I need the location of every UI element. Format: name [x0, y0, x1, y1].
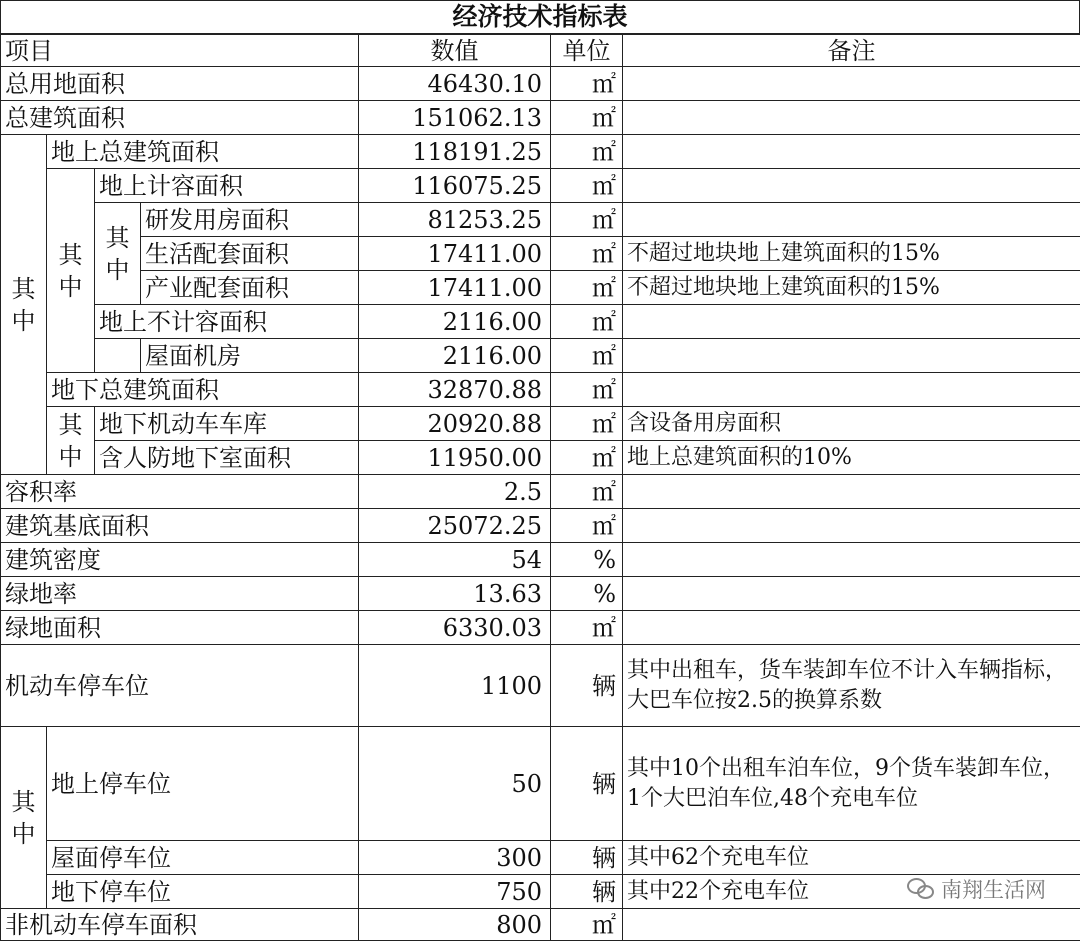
table-row	[1, 271, 1080, 305]
empty-cell	[95, 339, 141, 373]
table-row	[1, 101, 1080, 135]
row-note	[623, 543, 1080, 577]
table-row	[1, 203, 1080, 237]
row-label: 建筑基底面积	[1, 509, 359, 543]
row-value: 54	[359, 543, 551, 577]
row-value: 17411.00	[359, 237, 551, 271]
table-row	[1, 841, 1080, 875]
row-unit: 辆	[551, 841, 623, 875]
watermark	[907, 874, 1046, 904]
watermark-text: 南翔生活网	[941, 874, 1046, 904]
row-value: 50	[359, 727, 551, 841]
row-note	[623, 203, 1080, 237]
row-value: 118191.25	[359, 135, 551, 169]
table-row	[1, 305, 1080, 339]
table-row	[1, 373, 1080, 407]
row-note: 其中22个充电车位	[623, 875, 1080, 909]
row-label: 地上计容面积	[95, 169, 359, 203]
table-row	[1, 135, 1080, 169]
row-unit: ㎡	[551, 67, 623, 101]
row-label: 屋面停车位	[47, 841, 359, 875]
row-note: 其中62个充电车位	[623, 841, 1080, 875]
row-unit: ㎡	[551, 339, 623, 373]
table-row	[1, 441, 1080, 475]
row-note	[623, 611, 1080, 645]
row-label: 地上不计容面积	[95, 305, 359, 339]
row-unit: ㎡	[551, 509, 623, 543]
table-row	[1, 645, 1080, 727]
row-value: 32870.88	[359, 373, 551, 407]
row-note: 不超过地块地上建筑面积的15%	[623, 237, 1080, 271]
row-unit: ㎡	[551, 611, 623, 645]
row-unit: ㎡	[551, 407, 623, 441]
row-value: 25072.25	[359, 509, 551, 543]
row-label: 建筑密度	[1, 543, 359, 577]
row-value: 20920.88	[359, 407, 551, 441]
row-unit: ㎡	[551, 373, 623, 407]
row-value: 46430.10	[359, 67, 551, 101]
row-label: 总建筑面积	[1, 101, 359, 135]
row-note	[623, 475, 1080, 509]
row-value: 2116.00	[359, 339, 551, 373]
header-note: 备注	[623, 35, 1080, 67]
table-row	[1, 339, 1080, 373]
row-unit: 辆	[551, 645, 623, 727]
row-unit: 辆	[551, 727, 623, 841]
table-row	[1, 475, 1080, 509]
row-unit: 辆	[551, 875, 623, 909]
row-value: 6330.03	[359, 611, 551, 645]
row-label: 总用地面积	[1, 67, 359, 101]
row-label: 绿地面积	[1, 611, 359, 645]
row-note	[623, 373, 1080, 407]
row-label: 地上总建筑面积	[47, 135, 359, 169]
row-label: 绿地率	[1, 577, 359, 611]
table-row	[1, 909, 1080, 941]
row-value: 116075.25	[359, 169, 551, 203]
row-unit: ㎡	[551, 441, 623, 475]
row-label: 研发用房面积	[141, 203, 359, 237]
row-unit: ㎡	[551, 203, 623, 237]
row-note: 其中出租车，货车装卸车位不计入车辆指标，大巴车位按2.5的换算系数	[623, 645, 1080, 727]
table-row	[1, 543, 1080, 577]
table-row	[1, 509, 1080, 543]
row-note: 地上总建筑面积的10%	[623, 441, 1080, 475]
table-row	[1, 237, 1080, 271]
row-value: 2116.00	[359, 305, 551, 339]
row-unit: ㎡	[551, 271, 623, 305]
row-note	[623, 909, 1080, 941]
row-label: 地下停车位	[47, 875, 359, 909]
row-label: 地下总建筑面积	[47, 373, 359, 407]
group-label-qizhong: 其中	[47, 407, 95, 475]
row-value: 750	[359, 875, 551, 909]
row-unit: ㎡	[551, 101, 623, 135]
row-note: 不超过地块地上建筑面积的15%	[623, 271, 1080, 305]
row-label: 地上停车位	[47, 727, 359, 841]
table-row	[1, 577, 1080, 611]
row-label: 地下机动车车库	[95, 407, 359, 441]
economic-indicators-table	[0, 34, 1080, 941]
row-value: 1100	[359, 645, 551, 727]
table-title: 经济技术指标表	[0, 0, 1080, 34]
row-note	[623, 135, 1080, 169]
row-note	[623, 67, 1080, 101]
row-value: 17411.00	[359, 271, 551, 305]
group-label-qizhong: 其中	[95, 203, 141, 305]
row-label: 生活配套面积	[141, 237, 359, 271]
row-note	[623, 509, 1080, 543]
row-note: 其中10个出租车泊车位，9个货车装卸车位，1个大巴泊车位,48个充电车位	[623, 727, 1080, 841]
row-unit: ㎡	[551, 909, 623, 941]
row-unit: ㎡	[551, 475, 623, 509]
row-value: 81253.25	[359, 203, 551, 237]
table-row	[1, 169, 1080, 203]
table-row	[1, 407, 1080, 441]
wechat-icon	[907, 878, 935, 900]
row-label: 非机动车停车面积	[1, 909, 359, 941]
row-value: 2.5	[359, 475, 551, 509]
table-row	[1, 727, 1080, 841]
row-label: 含人防地下室面积	[95, 441, 359, 475]
row-note	[623, 305, 1080, 339]
group-label-qizhong: 其中	[1, 135, 47, 475]
row-label: 容积率	[1, 475, 359, 509]
row-unit: ㎡	[551, 237, 623, 271]
row-value: 151062.13	[359, 101, 551, 135]
row-note: 含设备用房面积	[623, 407, 1080, 441]
row-unit: %	[551, 577, 623, 611]
table-row	[1, 67, 1080, 101]
group-label-qizhong: 其中	[47, 169, 95, 373]
row-value: 800	[359, 909, 551, 941]
group-label-qizhong: 其中	[1, 727, 47, 909]
row-value: 300	[359, 841, 551, 875]
row-note	[623, 339, 1080, 373]
row-note	[623, 577, 1080, 611]
row-note	[623, 169, 1080, 203]
row-label: 屋面机房	[141, 339, 359, 373]
row-unit: ㎡	[551, 135, 623, 169]
header-unit: 单位	[551, 35, 623, 67]
row-value: 13.63	[359, 577, 551, 611]
row-unit: %	[551, 543, 623, 577]
header-item: 项目	[1, 35, 359, 67]
row-label: 产业配套面积	[141, 271, 359, 305]
row-unit: ㎡	[551, 169, 623, 203]
table-row	[1, 611, 1080, 645]
row-note	[623, 101, 1080, 135]
row-unit: ㎡	[551, 305, 623, 339]
header-value: 数值	[359, 35, 551, 67]
row-label: 机动车停车位	[1, 645, 359, 727]
row-value: 11950.00	[359, 441, 551, 475]
